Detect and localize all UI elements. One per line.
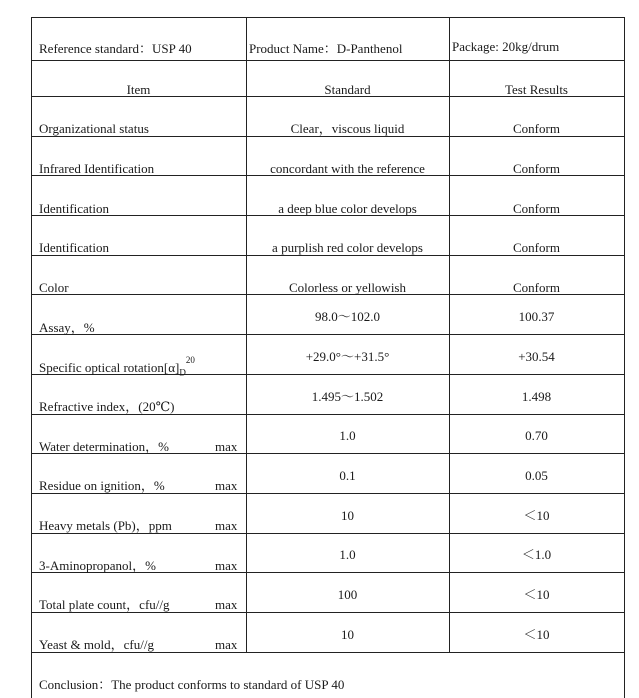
row-standard: 1.0 [339, 547, 356, 562]
row-item-subscript: D [179, 367, 186, 378]
row-item [39, 354, 195, 378]
row-item: Yeast & mold，cfu//g [39, 637, 154, 652]
row-divider [31, 60, 625, 61]
row-standard: concordant with the reference [270, 161, 425, 176]
row-standard: 10 [341, 627, 354, 642]
row-standard: Colorless or yellowish [289, 280, 406, 295]
row-divider [31, 493, 625, 494]
product-name: Product Name：D-Panthenol [249, 41, 403, 56]
row-qualifier: max [215, 558, 238, 573]
row-divider [31, 533, 625, 534]
table-border-left [31, 17, 32, 698]
row-result: 100.37 [518, 309, 555, 324]
row-item: Refractive index，(20℃) [39, 399, 175, 414]
row-result: 0.70 [525, 428, 548, 443]
row-item: Identification [39, 201, 110, 216]
row-result: ＜1.0 [521, 547, 552, 562]
row-item: Water determination，% [39, 439, 169, 454]
row-standard: a deep blue color develops [278, 201, 417, 216]
row-result: Conform [513, 201, 560, 216]
row-item: Color [39, 280, 69, 295]
row-item-label: Specific optical rotation[α] [39, 360, 180, 375]
reference-standard: Reference standard：USP 40 [39, 41, 192, 56]
row-item: Infrared Identification [39, 161, 155, 176]
row-item: Identification [39, 240, 110, 255]
row-item: Residue on ignition，% [39, 478, 165, 493]
conclusion-text: Conclusion：The product conforms to standard of USP 40 [39, 677, 345, 692]
row-divider [31, 612, 625, 613]
package-info: Package: 20kg/drum [452, 39, 560, 54]
column-header-item: Item [126, 82, 151, 97]
row-standard: Clear，viscous liquid [290, 121, 405, 136]
table-border-right [624, 17, 625, 698]
row-item-superscript: 20 [185, 354, 195, 365]
row-result: 0.05 [525, 468, 548, 483]
row-result: Conform [513, 280, 560, 295]
column-header-standard: Standard [324, 82, 371, 97]
row-result: Conform [513, 161, 560, 176]
row-qualifier: max [215, 518, 238, 533]
column-header-results: Test Results [504, 82, 568, 97]
row-standard: 0.1 [339, 468, 356, 483]
row-standard: 1.0 [339, 428, 356, 443]
row-item: 3-Aminopropanol，% [39, 558, 156, 573]
row-result: Conform [513, 121, 560, 136]
row-item: Total plate count，cfu//g [39, 597, 170, 612]
row-result: ＜10 [523, 508, 550, 523]
row-qualifier: max [215, 439, 238, 454]
row-standard: +29.0°～+31.5° [305, 349, 390, 364]
row-divider [31, 136, 625, 137]
table-border-top [31, 17, 625, 18]
row-item: Assay，% [39, 320, 95, 335]
row-item: Organizational status [39, 121, 149, 136]
test-report-table [31, 17, 625, 698]
row-qualifier: max [215, 478, 238, 493]
row-divider [31, 414, 625, 415]
row-standard: 10 [341, 508, 354, 523]
row-result: ＜10 [523, 627, 550, 642]
row-result: +30.54 [518, 349, 555, 364]
row-standard: a purplish red color develops [272, 240, 423, 255]
row-divider [31, 652, 625, 653]
row-result: ＜10 [523, 587, 550, 602]
row-result: Conform [513, 240, 560, 255]
row-standard: 98.0～102.0 [314, 309, 380, 324]
row-qualifier: max [215, 597, 238, 612]
row-item: Heavy metals (Pb)，ppm [39, 518, 172, 533]
row-qualifier: max [215, 637, 238, 652]
row-result: 1.498 [521, 389, 552, 404]
row-divider [31, 334, 625, 335]
row-divider [31, 255, 625, 256]
row-standard: 1.495～1.502 [311, 389, 384, 404]
row-standard: 100 [337, 587, 358, 602]
